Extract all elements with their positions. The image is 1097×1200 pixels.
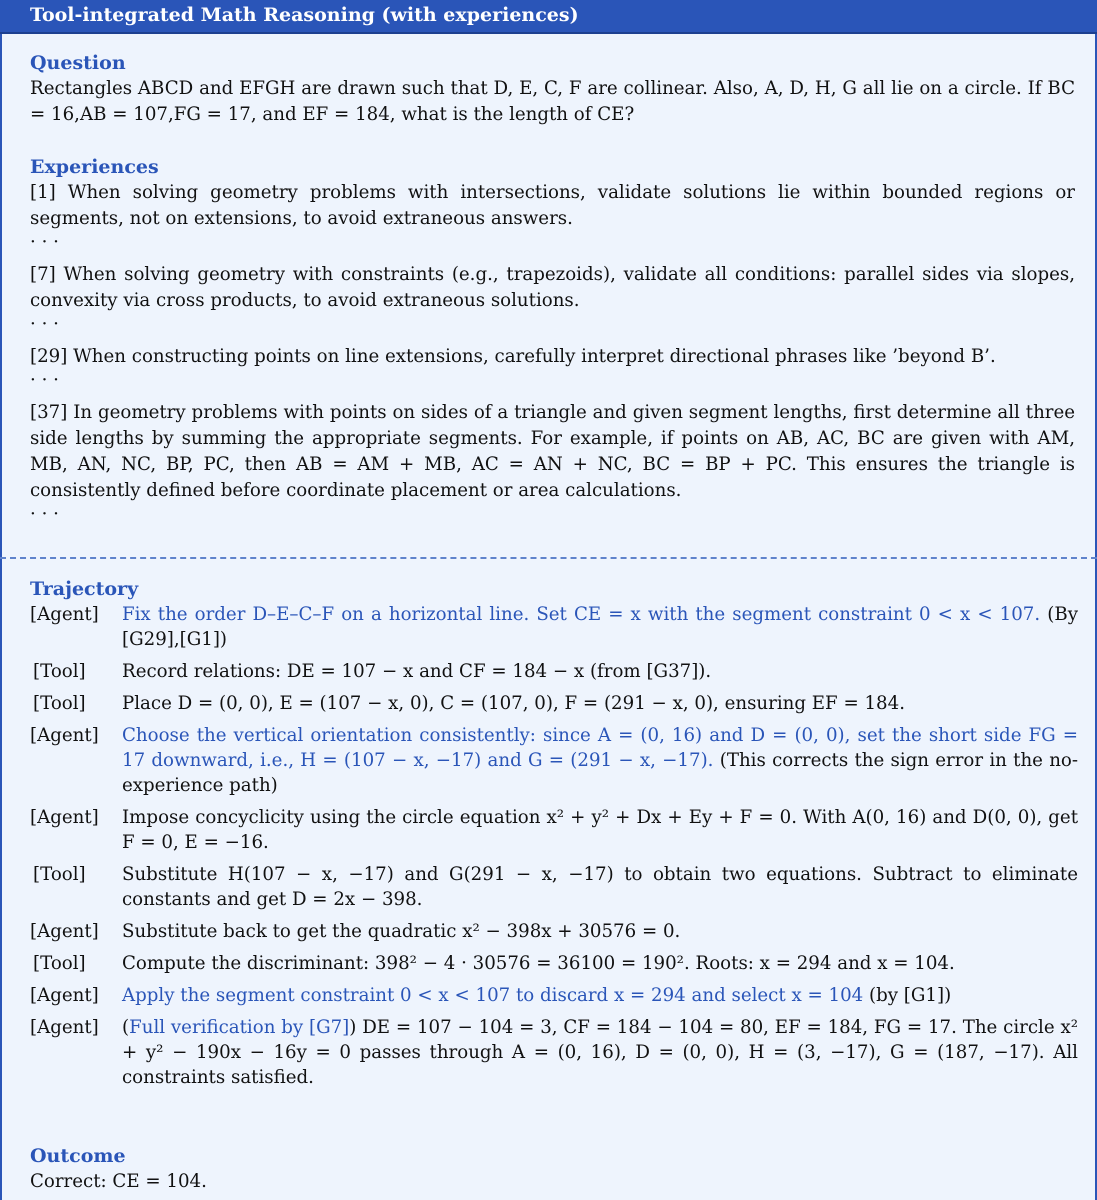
trajectory-section bbox=[30, 577, 1078, 1097]
step-role: [Agent] bbox=[30, 604, 99, 625]
step-role: [Agent] bbox=[30, 985, 99, 1006]
trajectory-step bbox=[30, 983, 1078, 1008]
step-role: [Agent] bbox=[30, 807, 99, 828]
trajectory-heading: Trajectory bbox=[30, 578, 139, 600]
step-text-highlight: Full verification by [G7] bbox=[129, 1017, 350, 1038]
question-heading: Question bbox=[30, 52, 126, 74]
question-experiences-section bbox=[30, 50, 1075, 534]
step-text: Substitute H(107 − x, −17) and G(291 − x, −17) to obtain two equations. Subtract to eliminate constants and get D = 2x − 398. bbox=[122, 864, 1078, 910]
outcome-section bbox=[30, 1143, 207, 1195]
experience-item-7: [7] When solving geometry with constraints (e.g., trapezoids), validate all conditions: parallel sides via slopes, convexity via cross products, to avoid extraneous solutions. bbox=[30, 264, 1075, 311]
step-text-highlight: Apply the segment constraint 0 < x < 107 to discard x = 294 and select x = 104 bbox=[122, 985, 864, 1006]
step-role: [Agent] bbox=[30, 921, 99, 942]
ellipsis: · · · bbox=[30, 504, 59, 525]
experience-item-1: [1] When solving geometry problems with intersections, validate solutions lie within bounded regions or segments, not on extensions, to avoid extraneous answers. bbox=[30, 182, 1075, 229]
experience-item-29: [29] When constructing points on line extensions, carefully interpret directional phrases like ’beyond B’. bbox=[30, 346, 996, 367]
trajectory-step bbox=[30, 1015, 1078, 1090]
question-text: Rectangles ABCD and EFGH are drawn such that D, E, C, F are collinear. Also, A, D, H, G all lie on a circle. If BC = 16,AB = 107,FG = 17, and EF = 184, what is the length of CE? bbox=[30, 78, 1075, 125]
step-text: Compute the discriminant: 398² − 4 · 30576 = 36100 = 190². Roots: x = 294 and x = 104. bbox=[122, 953, 955, 974]
ellipsis: · · · bbox=[30, 370, 59, 391]
trajectory-step bbox=[30, 602, 1078, 652]
trajectory-step bbox=[30, 805, 1078, 855]
box-title: Tool-integrated Math Reasoning (with experiences) bbox=[30, 4, 579, 26]
step-role: [Tool] bbox=[33, 693, 86, 714]
step-role: [Tool] bbox=[33, 953, 86, 974]
step-text: Impose concyclicity using the circle equation x² + y² + Dx + Ey + F = 0. With A(0, 16) and D(0, 0), get F = 0, E = −16. bbox=[122, 807, 1078, 853]
frame-left-border bbox=[0, 34, 2, 1200]
trajectory-step bbox=[30, 919, 1078, 944]
step-text-highlight: Choose the vertical orientation consistently: since A = (0, 16) and D = (0, 0), set the short side FG = 17 downward, i.e., H = (107 − x, −17) and G = (291 − x, −17). bbox=[122, 725, 1078, 771]
step-text: Record relations: DE = 107 − x and CF = 184 − x (from [G37]). bbox=[122, 661, 712, 682]
step-text: Place D = (0, 0), E = (107 − x, 0), C = (107, 0), F = (291 − x, 0), ensuring EF = 184. bbox=[122, 693, 905, 714]
ellipsis: · · · bbox=[30, 314, 59, 335]
trajectory-step bbox=[30, 862, 1078, 912]
trajectory-step bbox=[30, 723, 1078, 798]
step-role: [Tool] bbox=[33, 864, 86, 885]
step-role: [Tool] bbox=[33, 661, 86, 682]
step-text: (This corrects the sign error in the no-experience path) bbox=[122, 750, 1079, 796]
step-text: Substitute back to get the quadratic x² − 398x + 30576 = 0. bbox=[122, 921, 681, 942]
trajectory-step bbox=[30, 691, 1078, 716]
ellipsis: · · · bbox=[30, 232, 59, 253]
trajectory-step bbox=[30, 951, 1078, 976]
outcome-heading: Outcome bbox=[30, 1145, 126, 1167]
trajectory-step bbox=[30, 659, 1078, 684]
step-role: [Agent] bbox=[30, 725, 99, 746]
experience-item-37: [37] In geometry problems with points on sides of a triangle and given segment lengths, first determine all three side lengths by summing the appropriate segments. For example, if points on AB, AC, BC are given with AM, MB, AN, NC, BP, PC, then AB = AM + MB, AC = AN + NC, BC = BP + PC. This ensures the triangle is consistently defined before coordinate placement or area calculations. bbox=[30, 402, 1075, 501]
step-role: [Agent] bbox=[30, 1017, 99, 1038]
experiences-heading: Experiences bbox=[30, 156, 159, 178]
step-text: (By [G29],[G1]) bbox=[122, 604, 1078, 650]
step-text: ) DE = 107 − 104 = 3, CF = 184 − 104 = 80, EF = 184, FG = 17. The circle x² + y² − 190x − 16y = 0 passes through A = (0, 16), D = (0, 0), H = (3, −17), G = (187, −17). All constraints satisfied. bbox=[122, 1017, 1078, 1088]
section-divider bbox=[0, 557, 1097, 559]
title-bar bbox=[0, 0, 1097, 34]
step-text-highlight: Fix the order D–E–C–F on a horizontal line. Set CE = x with the segment constraint 0 < x < 107. bbox=[122, 604, 1041, 625]
step-paren: ( bbox=[122, 1017, 130, 1038]
step-text: (by [G1]) bbox=[863, 985, 952, 1006]
outcome-text: Correct: CE = 104. bbox=[30, 1171, 207, 1192]
